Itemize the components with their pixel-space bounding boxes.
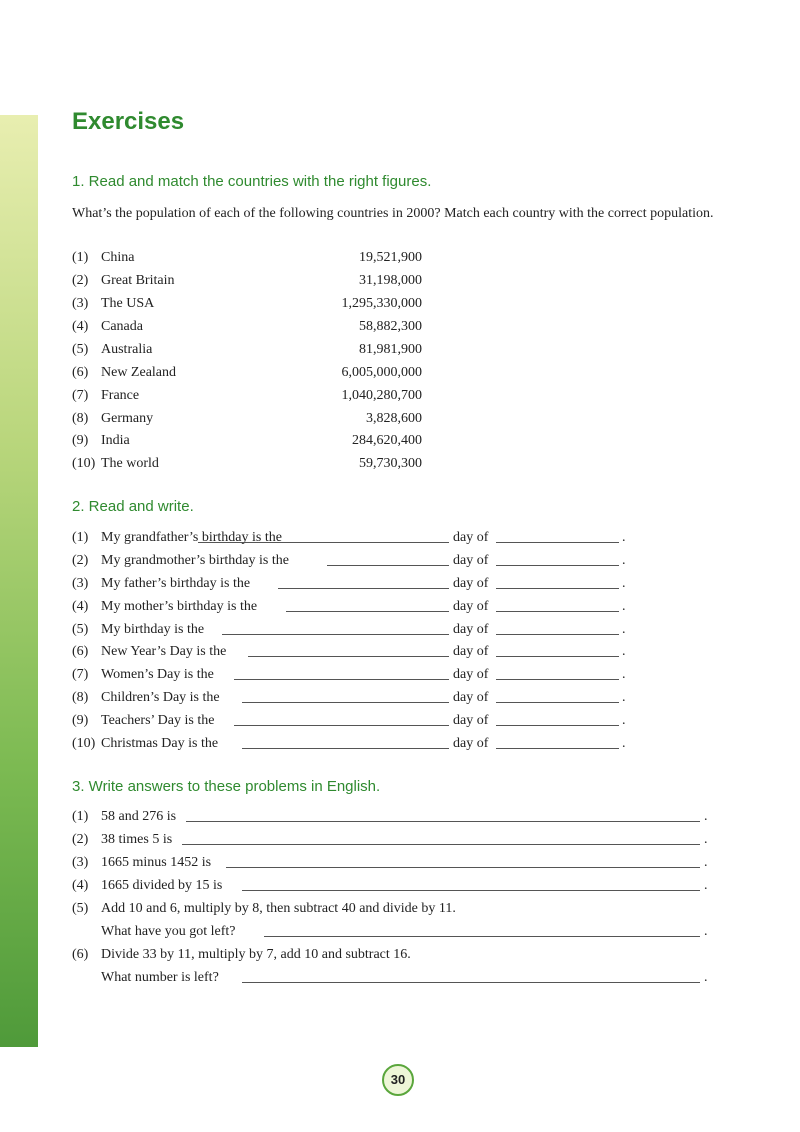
date-blank [278, 588, 449, 589]
country-name: Great Britain [101, 273, 175, 288]
answer-blank [264, 936, 700, 937]
month-blank [496, 588, 619, 589]
country-name: The world [101, 456, 159, 471]
country-name: France [101, 388, 140, 403]
page-title: Exercises [72, 108, 185, 135]
section3-heading: 3. Write answers to these problems in English. [72, 778, 381, 795]
population-row [72, 247, 432, 269]
date-blank [198, 542, 449, 543]
date-blank [286, 611, 449, 612]
date-blank [242, 702, 449, 703]
period: . [622, 736, 626, 751]
item-number: (2) [72, 553, 89, 568]
item-number: (3) [72, 296, 89, 311]
sentence-text: My father’s birthday is the [101, 576, 251, 591]
problem-row [72, 806, 712, 828]
population-row [72, 270, 432, 292]
item-number: (5) [72, 622, 89, 637]
problem-text: Divide 33 by 11, multiply by 7, add 10 and subtract 16. [101, 947, 411, 962]
population-row [72, 453, 432, 475]
period: . [622, 599, 626, 614]
day-of-label: day of [453, 690, 489, 705]
item-number: (6) [72, 644, 89, 659]
population-row [72, 293, 432, 315]
problem-text: 1665 divided by 15 is [101, 878, 223, 893]
day-of-label: day of [453, 599, 489, 614]
month-blank [496, 542, 619, 543]
sentence-text: My mother’s birthday is the [101, 599, 258, 614]
side-color-band [0, 115, 38, 1047]
period: . [704, 809, 708, 824]
day-of-label: day of [453, 622, 489, 637]
population-value: 284,620,400 [352, 433, 422, 448]
day-of-label: day of [453, 667, 489, 682]
item-number: (2) [72, 273, 89, 288]
birthday-row [72, 573, 632, 595]
date-blank [327, 565, 449, 566]
period: . [704, 855, 708, 870]
followup-question: What have you got left? [101, 924, 236, 939]
birthday-row [72, 596, 632, 618]
item-number: (2) [72, 832, 89, 847]
date-blank [234, 725, 449, 726]
problem-text: Add 10 and 6, multiply by 8, then subtract 40 and divide by 11. [101, 901, 456, 916]
problem-row [72, 852, 712, 874]
problem-text: 1665 minus 1452 is [101, 855, 212, 870]
sentence-text: Teachers’ Day is the [101, 713, 215, 728]
day-of-label: day of [453, 713, 489, 728]
month-blank [496, 725, 619, 726]
period: . [704, 832, 708, 847]
problem-row [72, 875, 712, 897]
item-number: (10) [72, 456, 96, 471]
sentence-text: New Year’s Day is the [101, 644, 227, 659]
item-number: (1) [72, 530, 89, 545]
item-number: (4) [72, 599, 89, 614]
population-row [72, 362, 432, 384]
population-row [72, 339, 432, 361]
answer-blank [226, 867, 700, 868]
item-number: (9) [72, 433, 89, 448]
sentence-text: Children’s Day is the [101, 690, 220, 705]
item-number: (8) [72, 411, 89, 426]
period: . [622, 553, 626, 568]
item-number: (7) [72, 667, 89, 682]
sentence-text: Women’s Day is the [101, 667, 214, 682]
section1-intro: What’s the population of each of the following countries in 2000? Match each country with the correct population. [72, 206, 714, 221]
population-value: 58,882,300 [359, 319, 422, 334]
country-name: Germany [101, 411, 154, 426]
population-row [72, 430, 432, 452]
month-blank [496, 656, 619, 657]
birthday-row [72, 619, 632, 641]
country-name: Australia [101, 342, 153, 357]
problem-row [72, 944, 712, 966]
section1-heading: 1. Read and match the countries with the right figures. [72, 173, 432, 190]
month-blank [496, 634, 619, 635]
day-of-label: day of [453, 530, 489, 545]
day-of-label: day of [453, 553, 489, 568]
period: . [622, 690, 626, 705]
birthday-row [72, 527, 632, 549]
item-number: (3) [72, 855, 89, 870]
period: . [622, 644, 626, 659]
item-number: (9) [72, 713, 89, 728]
date-blank [248, 656, 449, 657]
sentence-text: Christmas Day is the [101, 736, 219, 751]
country-name: Canada [101, 319, 143, 334]
period: . [622, 576, 626, 591]
month-blank [496, 702, 619, 703]
birthday-row [72, 687, 632, 709]
date-blank [234, 679, 449, 680]
problem-followup-row [72, 967, 712, 989]
item-number: (10) [72, 736, 96, 751]
date-blank [242, 748, 449, 749]
answer-blank [242, 982, 700, 983]
followup-question: What number is left? [101, 970, 219, 985]
birthday-row [72, 641, 632, 663]
population-row [72, 408, 432, 430]
item-number: (5) [72, 901, 89, 916]
period: . [704, 878, 708, 893]
date-blank [222, 634, 449, 635]
day-of-label: day of [453, 736, 489, 751]
answer-blank [242, 890, 700, 891]
problem-followup-row [72, 921, 712, 943]
country-name: The USA [101, 296, 155, 311]
sentence-text: My birthday is the [101, 622, 205, 637]
item-number: (5) [72, 342, 89, 357]
period: . [622, 713, 626, 728]
answer-blank [182, 844, 700, 845]
population-value: 81,981,900 [359, 342, 422, 357]
problem-text: 58 and 276 is [101, 809, 177, 824]
country-name: China [101, 250, 135, 265]
month-blank [496, 611, 619, 612]
country-name: New Zealand [101, 365, 177, 380]
period: . [622, 530, 626, 545]
population-value: 1,040,280,700 [341, 388, 422, 403]
item-number: (4) [72, 878, 89, 893]
month-blank [496, 679, 619, 680]
population-row [72, 316, 432, 338]
item-number: (7) [72, 388, 89, 403]
page-number: 30 [382, 1064, 414, 1096]
birthday-row [72, 664, 632, 686]
answer-blank [186, 821, 700, 822]
item-number: (1) [72, 809, 89, 824]
population-value: 1,295,330,000 [341, 296, 422, 311]
day-of-label: day of [453, 644, 489, 659]
population-value: 31,198,000 [359, 273, 422, 288]
item-number: (8) [72, 690, 89, 705]
birthday-row [72, 733, 632, 755]
population-value: 59,730,300 [359, 456, 422, 471]
period: . [704, 970, 708, 985]
period: . [622, 622, 626, 637]
population-row [72, 385, 432, 407]
sentence-text: My grandmother’s birthday is the [101, 553, 289, 568]
problem-row [72, 829, 712, 851]
month-blank [496, 565, 619, 566]
day-of-label: day of [453, 576, 489, 591]
population-value: 6,005,000,000 [341, 365, 422, 380]
country-name: India [101, 433, 130, 448]
problem-row [72, 898, 712, 920]
birthday-row [72, 710, 632, 732]
population-value: 19,521,900 [359, 250, 422, 265]
item-number: (6) [72, 365, 89, 380]
section2-heading: 2. Read and write. [72, 498, 194, 515]
period: . [704, 924, 708, 939]
problem-text: 38 times 5 is [101, 832, 173, 847]
period: . [622, 667, 626, 682]
item-number: (1) [72, 250, 89, 265]
item-number: (3) [72, 576, 89, 591]
month-blank [496, 748, 619, 749]
item-number: (6) [72, 947, 89, 962]
sentence-text: My grandfather’s birthday is the [101, 530, 282, 545]
population-value: 3,828,600 [366, 411, 422, 426]
item-number: (4) [72, 319, 89, 334]
birthday-row [72, 550, 632, 572]
